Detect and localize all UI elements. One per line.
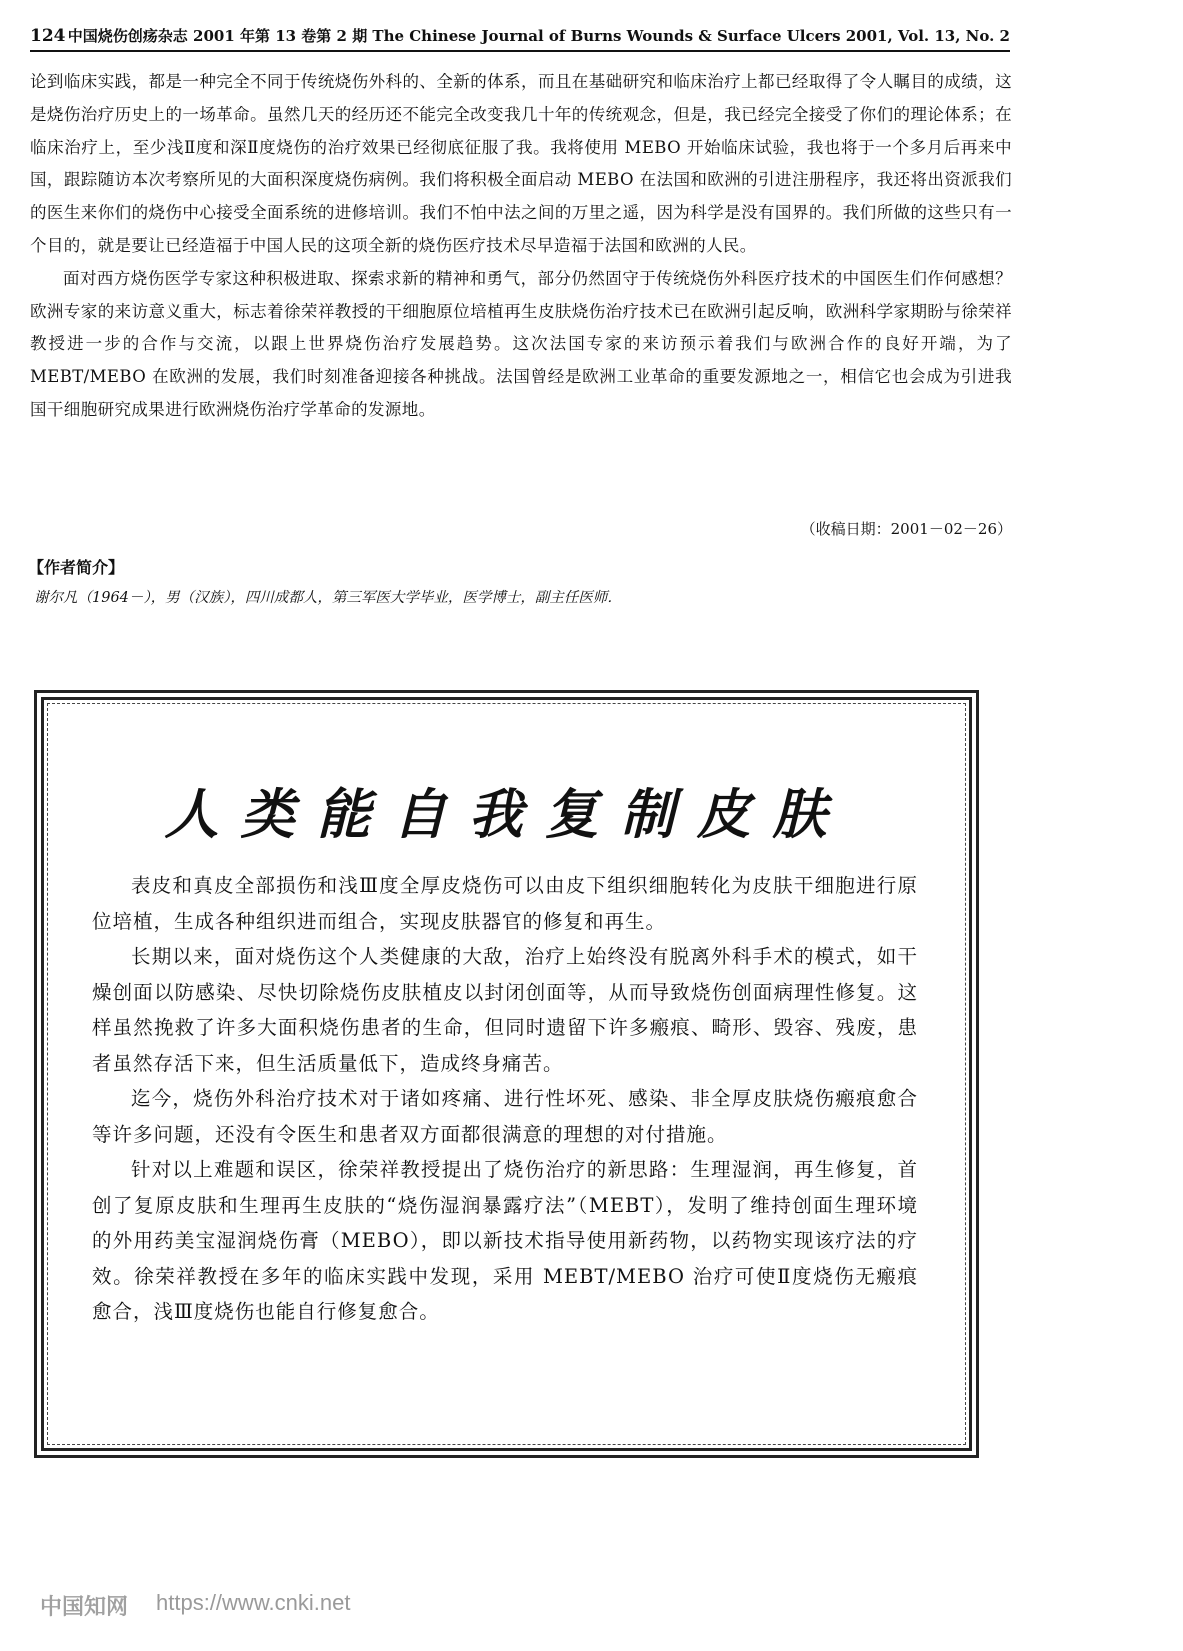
journal-title: 中国烧伤创疡杂志 2001 年第 13 卷第 2 期 The Chinese Journal of Burns Wounds & Surface Ulcers 2001, Vol. 13, No. 2 — [67, 27, 1010, 45]
boxed-article-body — [92, 868, 918, 1330]
paragraph: 迄今，烧伤外科治疗技术对于诸如疼痛、进行性坏死、感染、非全厚皮肤烧伤瘢痕愈合等许多问题，还没有令医生和患者双方面都很满意的理想的对付措施。 — [92, 1087, 918, 1146]
author-bio-heading: 【作者简介】 — [28, 558, 125, 577]
article-body — [30, 66, 1012, 427]
paragraph: 论到临床实践，都是一种完全不同于传统烧伤外科的、全新的体系，而且在基础研究和临床治疗上都已经取得了令人瞩目的成绩，这是烧伤治疗历史上的一场革命。虽然几天的经历还不能完全改变我几十年的传统观念，但是，我已经完全接受了你们的理论体系；在临床治疗上，至少浅Ⅱ度和深Ⅱ度烧伤的治疗效果已经彻底征服了我。我将使用 MEBO 开始临床试验，我也将于一个多月后再来中国，跟踪随访本次考察所见的大面积深度烧伤病例。我们将积极全面启动 MEBO 在法国和欧洲的引进注册程序，我还将出资派我们的医生来你们的烧伤中心接受全面系统的进修培训。我们不怕中法之间的万里之遥，因为科学是没有国界的。我们所做的这些只有一个目的，就是要让已经造福于中国人民的这项全新的烧伤医疗技术尽早造福于法国和欧洲的人民。 — [30, 72, 1012, 255]
running-header — [30, 22, 1010, 52]
received-date: （收稿日期：2001－02－26） — [800, 520, 1012, 538]
cnki-url[interactable]: https://www.cnki.net — [156, 1590, 351, 1615]
paragraph: 表皮和真皮全部损伤和浅Ⅲ度全厚皮烧伤可以由皮下组织细胞转化为皮肤干细胞进行原位培植，生成各种组织进而组合，实现皮肤器官的修复和再生。 — [92, 874, 918, 933]
watermark-footer — [40, 1590, 350, 1621]
author-bio: 谢尔凡（1964－），男（汉族），四川成都人，第三军医大学毕业，医学博士，副主任医师． — [34, 590, 622, 606]
paragraph: 长期以来，面对烧伤这个人类健康的大敌，治疗上始终没有脱离外科手术的模式，如干燥创面以防感染、尽快切除烧伤皮肤植皮以封闭创面等，从而导致烧伤创面病理性修复。这样虽然挽救了许多大面积烧伤患者的生命，但同时遗留下许多瘢痕、畸形、毁容、残废，患者虽然存活下来，但生活质量低下，造成终身痛苦。 — [92, 945, 918, 1075]
cnki-logo: 中国知网 — [40, 1594, 129, 1619]
page-number: 124 — [30, 26, 66, 46]
paragraph: 面对西方烧伤医学专家这种积极进取、探索求新的精神和勇气，部分仍然固守于传统烧伤外科医疗技术的中国医生们作何感想？欧洲专家的来访意义重大，标志着徐荣祥教授的干细胞原位培植再生皮肤烧伤治疗技术已在欧洲引起反响，欧洲科学家期盼与徐荣祥教授进一步的合作与交流，以跟上世界烧伤治疗发展趋势。这次法国专家的来访预示着我们与欧洲合作的良好开端，为了 MEBT/MEBO 在欧洲的发展，我们时刻准备迎接各种挑战。法国曾经是欧洲工业革命的重要发源地之一，相信它也会成为引进我国干细胞研究成果进行欧洲烧伤治疗学革命的发源地。 — [30, 268, 1012, 419]
boxed-article-title: 人类能自我复制皮肤 — [164, 782, 849, 846]
paragraph: 针对以上难题和误区，徐荣祥教授提出了烧伤治疗的新思路：生理湿润，再生修复，首创了复原皮肤和生理再生皮肤的“烧伤湿润暴露疗法”（MEBT），发明了维持创面生理环境的外用药美宝湿润烧伤膏（MEBO），即以新技术指导使用新药物，以药物实现该疗法的疗效。徐荣祥教授在多年的临床实践中发现，采用 MEBT/MEBO 治疗可使Ⅱ度烧伤无瘢痕愈合，浅Ⅲ度烧伤也能自行修复愈合。 — [92, 1158, 918, 1323]
